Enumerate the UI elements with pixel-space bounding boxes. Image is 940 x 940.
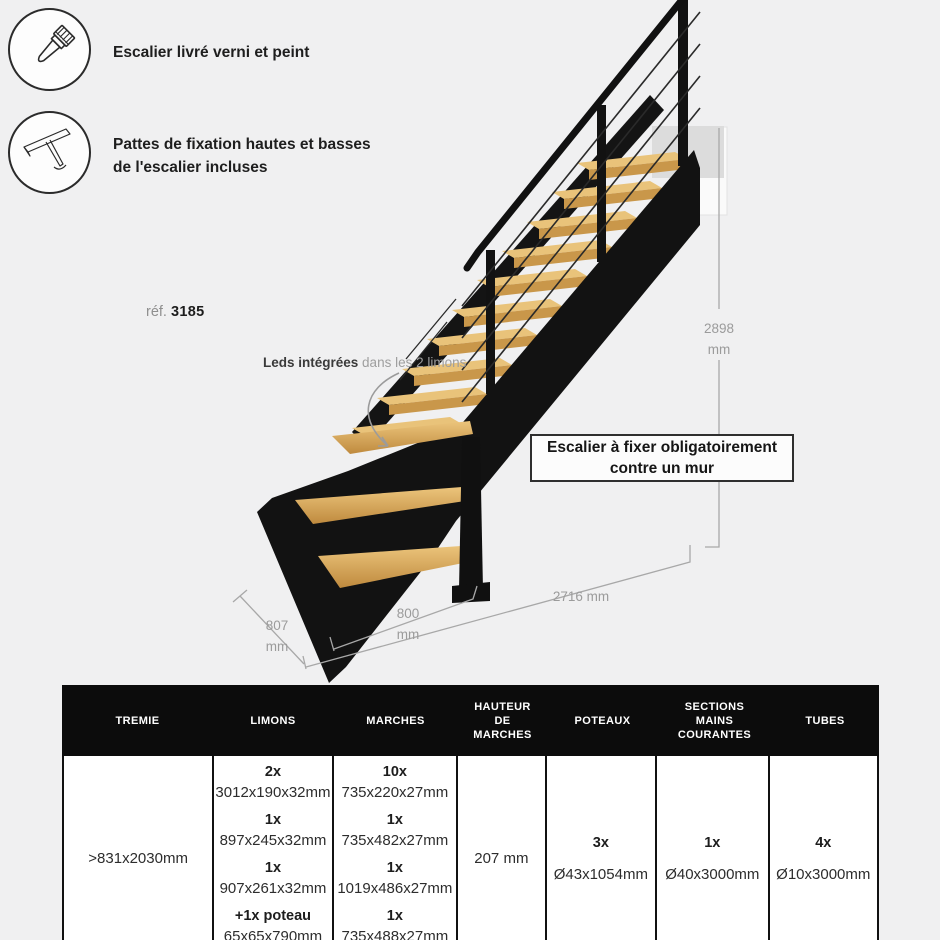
railing-post-upper bbox=[678, 0, 688, 166]
limons-entry: 2x 3012x190x32mm bbox=[215, 764, 331, 801]
reference-value: 3185 bbox=[170, 304, 205, 320]
col-header-hauteur: HAUTEUR DE MARCHES bbox=[473, 700, 532, 741]
limons-entry: 1x 907x261x32mm bbox=[219, 860, 327, 897]
spec-table-header bbox=[62, 685, 879, 756]
fixation-badge bbox=[8, 111, 91, 194]
cell-hauteur-de-marches: 207 mm bbox=[458, 756, 547, 940]
fixation-bracket-icon bbox=[19, 122, 81, 184]
col-header-limons: LIMONS bbox=[250, 714, 296, 727]
cell-tubes: 4x Ø10x3000mm bbox=[776, 834, 871, 883]
reference-line bbox=[146, 304, 204, 320]
col-header-poteaux: POTEAUX bbox=[574, 714, 631, 727]
marches-entry: 1x 735x482x27mm bbox=[341, 812, 449, 849]
reference-label: réf. bbox=[146, 304, 167, 320]
paintbrush-icon bbox=[20, 20, 80, 80]
marches-entry: 10x 735x220x27mm bbox=[341, 764, 449, 801]
dim-depth-label: 807 mm bbox=[265, 618, 289, 654]
marches-entry: 1x 735x488x27mm bbox=[341, 908, 449, 940]
col-header-tubes: TUBES bbox=[805, 714, 845, 727]
col-header-marches: MARCHES bbox=[366, 714, 425, 727]
dim-flight-width-label: 800 mm bbox=[396, 606, 420, 642]
cell-poteaux: 3x Ø43x1054mm bbox=[547, 756, 657, 940]
paintbrush-badge bbox=[8, 8, 91, 91]
col-header-sections: SECTIONS MAINS COURANTES bbox=[677, 700, 752, 741]
cell-sections-mains-courantes: 1x Ø40x3000mm bbox=[657, 756, 769, 940]
feature-varnish-label: Escalier livré verni et peint bbox=[113, 44, 310, 61]
col-header-tremie: TREMIE bbox=[115, 714, 160, 727]
cell-marches bbox=[334, 756, 458, 940]
leds-annotation: Leds intégrées dans les 2 limons bbox=[263, 355, 467, 370]
limons-entry: +1x poteau 65x65x790mm bbox=[223, 908, 323, 940]
marches-entry: 1x 1019x486x27mm bbox=[337, 860, 453, 897]
cell-tremie: >831x2030mm bbox=[64, 756, 214, 940]
spec-table bbox=[62, 685, 879, 940]
near-stringer bbox=[257, 150, 700, 683]
cell-limons bbox=[214, 756, 333, 940]
limons-entry: 1x 897x245x32mm bbox=[219, 812, 327, 849]
spec-table-body bbox=[62, 756, 879, 940]
wall-fixing-notice: Escalier à fixer obligatoirement contre un mur bbox=[530, 434, 794, 482]
dim-length-label: 2716 mm bbox=[552, 589, 610, 604]
feature-fixation-label: Pattes de fixation hautes et basses de l'escalier incluses bbox=[113, 136, 371, 176]
dim-height-label: 2898 mm bbox=[703, 321, 735, 357]
